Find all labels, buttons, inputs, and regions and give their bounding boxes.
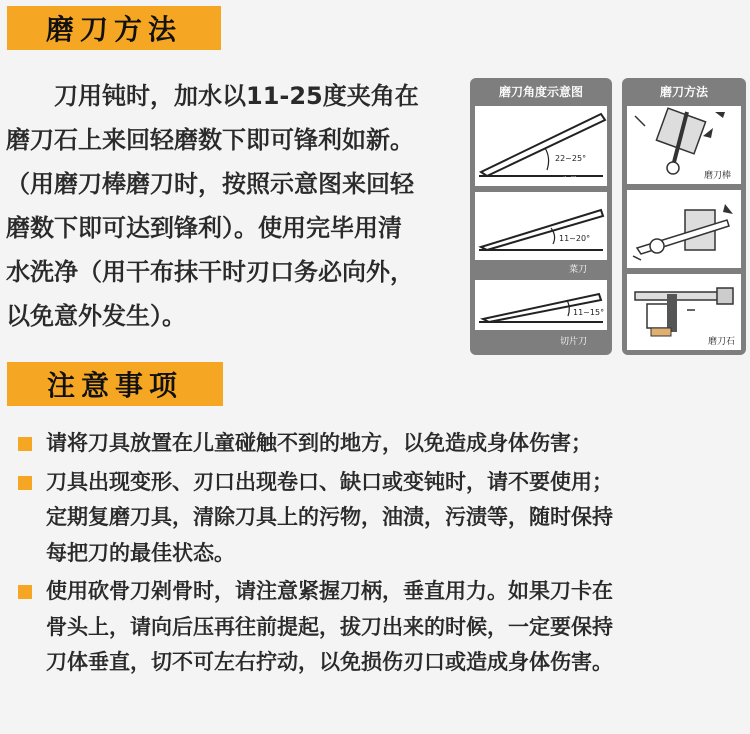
section-title-notes: 注意事项 (7, 362, 223, 406)
instruction-line: 以免意外发生）。 (6, 302, 186, 330)
knife-name-row (475, 174, 607, 187)
list-item (6, 574, 746, 681)
rod-label: 磨刀棒 (703, 171, 731, 181)
angle-diagram-chef (475, 192, 607, 260)
slicer-angle-illustration (475, 280, 607, 330)
list-item (6, 426, 746, 462)
angle-label: 22~25° (555, 154, 587, 163)
instruction-line: （用磨刀棒磨刀时，按照示意图来回轻 (6, 170, 414, 198)
bullet-square-icon (18, 476, 32, 490)
note-line: 每把刀的最佳状态。 (46, 540, 235, 565)
note-line: 请将刀具放置在儿童碰触不到的地方，以免造成身体伤害； (46, 431, 592, 455)
knife-name: 菜刀 (568, 265, 587, 275)
angle-diagram-slicer (475, 280, 607, 330)
angle-label: 11~20° (559, 234, 591, 243)
sharpening-instructions (6, 74, 448, 338)
knife-name-row (475, 334, 607, 347)
method-diagram-panel (622, 78, 746, 355)
rod-sharpening-illustration-1 (627, 106, 741, 184)
note-line: 定期复磨刀具，清除刀具上的污物，油渍，污渍等，随时保持 (46, 505, 613, 529)
bullet-square-icon (18, 437, 32, 451)
instruction-line: 磨刀石上来回轻磨数下即可锋利如新。 (6, 126, 414, 154)
knife-name-row (475, 262, 607, 275)
section-title-sharpening: 磨刀方法 (7, 6, 221, 50)
angle-diagram-panel (470, 78, 612, 355)
stone-label: 磨刀石 (707, 337, 735, 347)
note-line: 刀具出现变形、刃口出现卷口、缺口或变钝时，请不要使用； (46, 469, 613, 494)
method-panel-title: 磨刀方法 (659, 85, 708, 99)
note-line: 使用砍骨刀剁骨时，请注意紧握刀柄，垂直用力。如果刀卡在 (46, 579, 613, 603)
note-line: 刀体垂直，切不可左右拧动，以免损伤刃口或造成身体伤害。 (46, 650, 613, 674)
instruction-line: 磨数下即可达到锋利）。使用完毕用清 (6, 214, 402, 242)
knife-name: 砍骨刀 (559, 177, 587, 187)
knife-name: 切片刀 (559, 337, 587, 347)
hand-rod-icon (627, 190, 741, 268)
angle-panel-title: 磨刀角度示意图 (498, 85, 583, 99)
rod-sharpening-illustration-2 (627, 190, 741, 268)
stone-sharpening-illustration (627, 274, 741, 350)
note-line: 骨头上，请向后压再往前提起，拔刀出来的时候，一定要保持 (46, 614, 613, 639)
notes-list (6, 426, 746, 681)
bullet-square-icon (18, 585, 32, 599)
instruction-line: 水洗净（用干布抹干时刃口务必向外， (6, 258, 414, 286)
instruction-line: 刀用钝时，加水以11-25度夹角在 (6, 82, 419, 110)
list-item (6, 465, 746, 572)
angle-label: 11~15° (573, 308, 605, 317)
chef-knife-angle-illustration (475, 192, 607, 260)
